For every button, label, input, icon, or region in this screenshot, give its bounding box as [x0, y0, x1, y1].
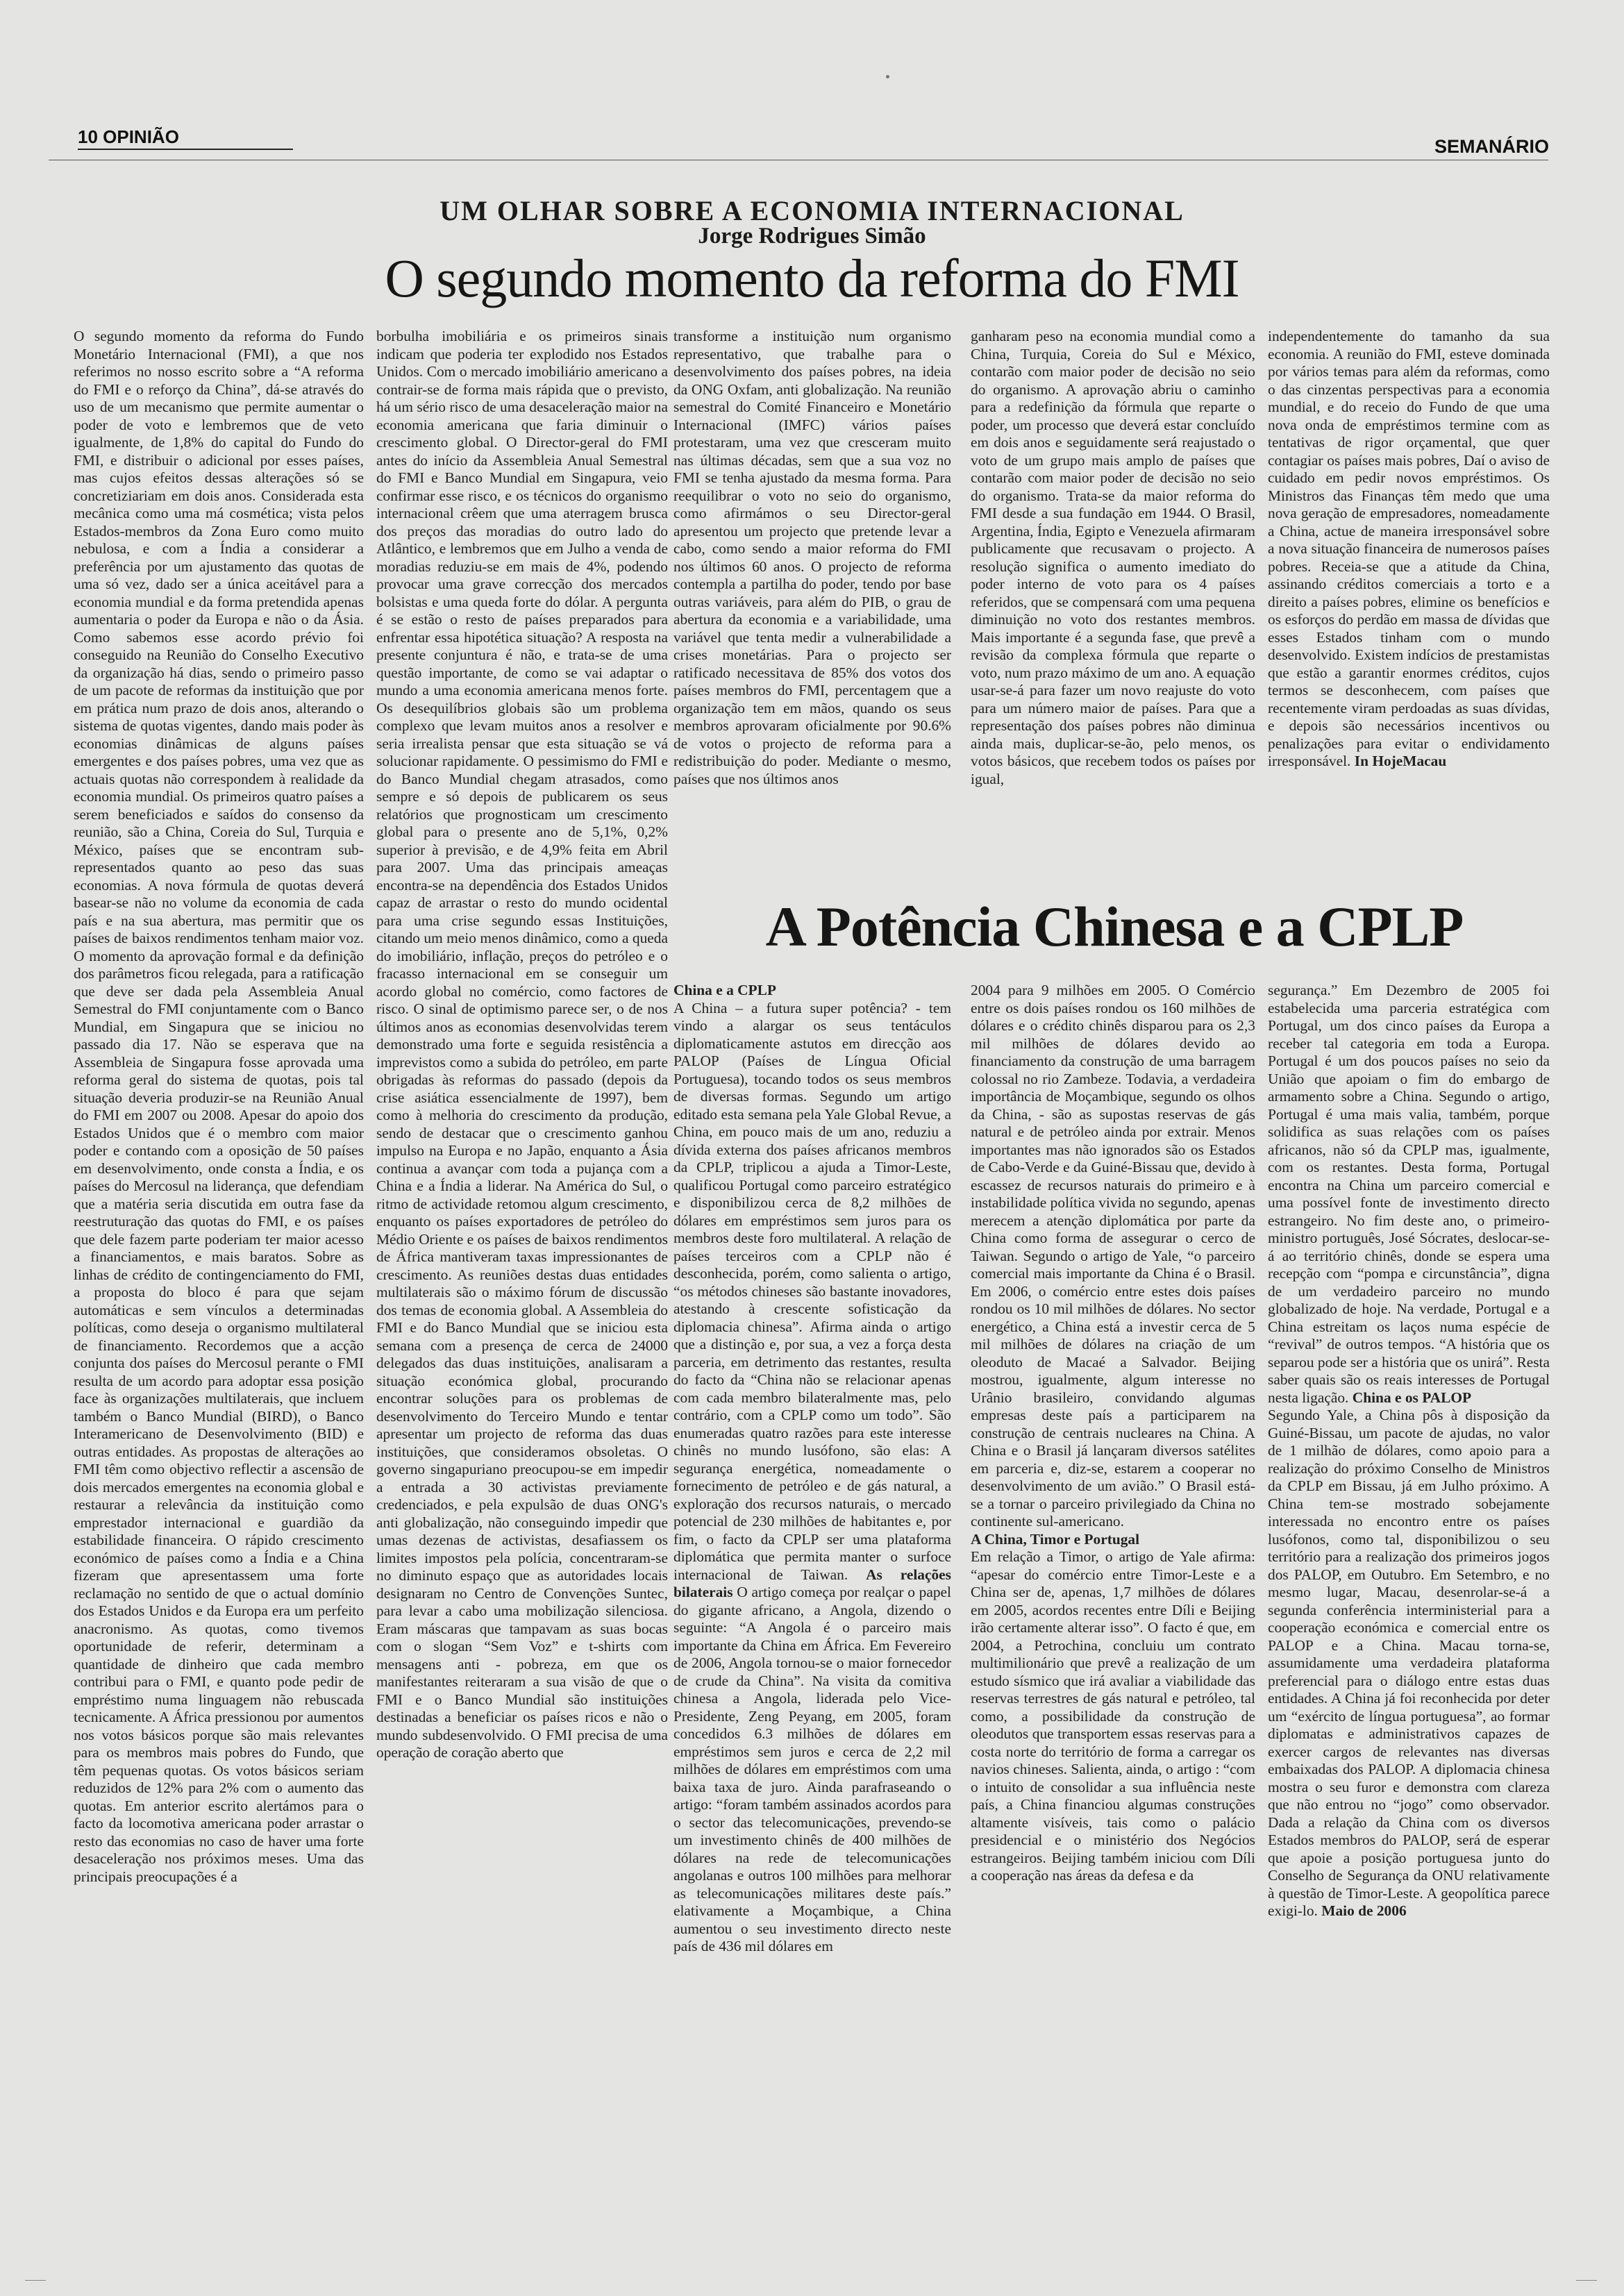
subhead-china-cplp: China e a CPLP [673, 982, 776, 998]
article2-col2-text-b: Em relação a Timor, o artigo de Yale afirma: “apesar do comércio entre Timor-Leste e a China ser de, apenas, 1,7 milhões de dólares em 2005, acordos recentes entre Díli e Beijing irão certamente alterar isso”. O facto é que, em 2004, a Petrochina, concluiu um contrato multimilionário que prevê a realização de um estudo sísmico que irá avaliar a viabilidade das reservas terrestres de gás natural e petróleo, tal como, a possibilidade da construção de oleodutos que transportem essas reservas para a costa norte do território de forma a carregar os navios chineses. Salienta, ainda, o artigo : “com o intuito de consolidar a sua influência neste país, a China financiou algumas construções altamente visíveis, tais como o palácio presidencial e o ministério dos Negócios estrangeiros. Beijing também iniciou com Díli a cooperação nas áreas da defesa e da [971, 1548, 1255, 1884]
subhead-palop: China e os PALOP [1352, 1389, 1472, 1406]
author-byline: Jorge Rodrigues Simão [698, 224, 926, 249]
article1-col5-text: independentemente do tamanho da sua economia. A reunião do FMI, esteve dominada por vários temas para além da reformas, como o das cinzentas perspectivas para a economia mundial, e do receio do Fundo de que uma nova onda de empréstimos termine com as tentativas de rigor orçamental, que quer contagiar os países mais pobres, Daí o aviso de cuidado em pedir novos empréstimos. Os Ministros das Finanças têm medo que uma nova geração de empresadores, nomeadamente a China, actue de maneira irresponsável sobre a nova situação financeira de numerosos países pobres. Receia-se que a atitude da China, assinando créditos comerciais a torto e a direito a países pobres, elimine os benefícios e os esforços do perdão em massa de dívidas que esses Estados tinham com o mundo desenvolvido. Existem indícios de prestamistas que estão a garantir enormes créditos, cujos termos se desconhecem, com países que recentemente viram perdoadas as suas dívidas, e depois são necessários incentivos ou penalizações para evitar o endividamento irresponsável. [1268, 328, 1550, 769]
article2-col2-text: 2004 para 9 milhões em 2005. O Comércio entre os dois países rondou os 160 milhões de dólares e o crédito chinês disparou para os 2,3 mil milhões de dólares devido ao financiamento da construção de uma barragem colossal no rio Zambeze. Todavia, a verdadeira importância de Moçambique, segundo os olhos da China, - são as supostas reservas de gás natural e de petróleo ainda por extrair. Menos importantes mas não ignorados são os Estados de Cabo-Verde e da Guiné-Bissau que, devido à escassez de recursos naturais do primeiro e à instabilidade política vivida no segundo, apenas merecem a atenção diplomática por parte da China como forma de assegurar o cerco de Taiwan. Segundo o artigo de Yale, “o parceiro comercial mais importante da China é o Brasil. Em 2006, o comércio entre estes dois países rondou os 10 mil milhões de dólares. No sector energético, a China está a investir cerca de 5 mil milhões de dólares na criação de um oleoduto de Macaé a Salvador. Beijing mostrou, igualmente, algum interesse no Urânio brasileiro, convidando algumas empresas deste país a participarem na construção de centrais nucleares na China. A China e o Brasil já lançaram diversos satélites em parceria e, diz-se, estarem a cooperar no desenvolvimento de um avião.” O Brasil está-se a tornar o parceiro privilegiado da China no continente sul-americano. [971, 982, 1255, 1530]
article2-signoff: Maio de 2006 [1321, 1902, 1407, 1919]
article1-column-5 [1268, 328, 1550, 897]
article2-column-1 [673, 982, 951, 2273]
article1-column-4 [971, 328, 1255, 897]
article1-col3-text: transforme a instituição num organismo representativo, que trabalhe para o desenvolvimento dos países pobres, na ideia da ONG Oxfam, anti globalização. Na reunião semestral do Comité Financeiro e Monetário Internacional (IMFC) vários países protestaram, uma vez que cresceram muito nas últimas décadas, sem que a sua voz no FMI se tenha ajustado da mesma forma. Para reequilibrar o voto no seio do organismo, como afirmámos o seu Director-geral apresentou um projecto que pretende levar a cabo, como sendo a maior reforma do FMI nos últimos 60 anos. O projecto de reforma contempla a partilha do poder, tendo por base outras variáveis, para além do PIB, o grau de abertura da economia e a variabilidade, uma variável que tenta medir a vulnerabilidade a crises monetárias. Para o projecto ser ratificado necessitava de 85% dos votos dos países membros do FMI, percentagem que a organização tem em mãos, quando os seus membros aprovaram oficialmente por 90.6% de votos o projecto de reforma para a redistribuição do poder. Mediante o mesmo, países que nos últimos anos [673, 328, 951, 787]
article1-column-2 [376, 328, 668, 2272]
article2-col1-text: A China – a futura super potência? - tem vindo a alargar os seus tentáculos diplomaticamente astutos em direcção aos PALOP (Países de Língua Oficial Portuguesa), tocando todos os seus membros de diversas formas. Segundo um artigo editado esta semana pela Yale Global Revue, a China, em pouco mais de um ano, reduziu a dívida externa dos países africanos membros da CPLP, triplicou a ajuda a Timor-Leste, qualificou Portugal como parceiro estratégico e disponibilizou cerca de 8,2 milhões de dólares em empréstimos sem juros para os membros deste foro multilateral. A relação de países terceiros com a CPLP não é desconhecida, porém, como salienta o artigo, “os métodos chineses são bastante inovadores, atestando à crescente sofisticação da diplomacia chinesa”. Afirma ainda o artigo que a distinção e, por sua, a vez a força desta parceria, em detrimento das restantes, resulta do facto da “China não se relacionar apenas com cada membro bilateralmente mas, pelo contrário, com a CPLP como um todo”. São enumeradas quatro razões para este interesse chinês no mundo lusófono, são elas: A segurança energética, nomeadamente o fornecimento de petróleo e de gás natural, a exploração dos recursos naturais, o mercado potencial de 230 milhões de habitantes e, por fim, o facto da CPLP ser uma plataforma diplomática que permita manter o surfoce internacional de Taiwan. [673, 999, 951, 1583]
article2-col3-text: segurança.” Em Dezembro de 2005 foi estabelecida uma parceria estratégica com Portugal, um dos cinco países da Europa a receber tal categoria em toda a Europa. Portugal é um dos poucos países no seio da União que apoiam o fim do embargo de armamento sobre a China. Segundo o artigo, Portugal é uma mais valia, também, porque solidifica as suas relações com os países africanos, não só da CPLP mas, igualmente, com os restantes. Desta forma, Portugal encontra na China um parceiro comercial e uma possível fonte de investimento directo estrangeiro. No fim deste ano, o primeiro-ministro português, José Sócrates, deslocar-se-á ao território chinês, donde se espera uma recepção com “pompa e circunstância”, digna de um verdadeiro parceiro no mundo globalizado de hoje. Na verdade, Portugal e a China estreitam os laços numa espécie de “revival” de outros tempos. “A história que os separou pode ser a história que os unirá”. Resta saber quais são os reais interesses de Portugal nesta ligação. [1268, 982, 1550, 1406]
article1-col1-text: O segundo momento da reforma do Fundo Monetário Internacional (FMI), a que nos referimos no nosso escrito sobre a “A reforma do FMI e o reforço da China”, dá-se através do uso de um mecanismo que permite aumentar o poder de voto e lembremos que de veto igualmente, de 1,8% do capital do Fundo do FMI, e distribuir o adicional por esses países, mas cujos efeitos dessas alterações só se concretiziariam em dois anos. Considerada esta mecânica como uma má cosmética; vista pelos Estados-membros da Zona Euro como muito nebulosa, e com a Índia a considerar a preferência por um ajustamento das quotas de uma só vez, dado ser a única aceitável para a economia mundial e da forma pretendida apenas aumentaria o poder da Europa e não o da Ásia. Como sabemos esse acordo prévio foi conseguido na Reunião do Conselho Executivo da organização há dias, sendo o primeiro passo de um pacote de reformas da instituição que por em prática num prazo de dois anos, alterando o sistema de quotas vigentes, dando mais poder às economias dinâmicas de alguns países emergentes e dos países pobres, uma vez que as actuais quotas não correspondem à realidade da economia mundial. Os primeiros quatro países a serem beneficiados e saídos do consenso da reunião, são a China, Coreia do Sul, Turquia e México, países que se encontram sub-representados quanto ao peso das suas economias. A nova fórmula de quotas deverá basear-se não no volume da economia de cada país e na sua abertura, mas permitir que os países de baixos rendimentos tenham maior voz. O momento da aprovação formal e da definição dos parâmetros ficou relegada, para a ratificação que deve ser dada pela Assembleia Anual Semestral do FMI conjuntamente com o Banco Mundial, em Singapura que se iniciou no passado dia 17. Não se esperava que na Assembleia de Singapura fosse aprovada uma reforma geral do sistema de quotas, pois tal situação deveria produzir-se na Reunião Anual do FMI em 2007 ou 2008. Apesar do apoio dos Estados Unidos que é o membro com maior poder e contando com a oposição de 50 países em desenvolvimento, onde consta a Índia, e os países do Mercosul na liderança, que defendiam que a matéria seria discutida em outra fase da reestruturação das quotas do FMI, e os países que dele fazem parte poderiam ter maior acesso a financiamentos, e mais baratos. Sobre as linhas de crédito de contingenciamento do FMI, a proposta do bloco é para que sejam automáticas e sem vínculos a determinadas políticas, como deseja o organismo multilateral de financiamento. Recordemos que a acção conjunta dos países do Mercosul perante o FMI resulta de um acordo para adoptar essa posição face às organizações multilaterais, que incluem também o Banco Mundial (BIRD), o Banco Interamericano de Desenvolvimento (BID) e outras entidades. As propostas de alterações ao FMI têm como objectivo reflectir a ascensão de dois mercados emergentes na economia global e restaurar a relevância da instituição como emprestador internacional e guardião da estabilidade financeira. O rápido crescimento económico de países como a Índia e a China fizeram que apresentassem uma forte reclamação no sentido de que o actual domínio dos Estados Unidos e da Europa era um perfeito anacronismo. As quotas, como tivemos oportunidade de referir, determinam a quantidade de dinheiro que cada membro contribui para o FMI, e quanto pode pedir de empréstimo numa linguagem não rebuscada tecnicamente. A África pressionou por aumentos nos votos básicos porque são mais relevantes para os membros mais pobres do Fundo, que têm pequenas quotas. Os votos básicos seriam reduzidos de 12% para 2% com o aumento das quotas. Em anterior escrito alertámos para o facto da locomotiva americana poder arrastar o resto das economias no caso de haver uma forte desaceleração nos próximos meses. Uma das principais preocupações é a [74, 328, 364, 1885]
article2-col3-text-b: Segundo Yale, a China pôs à disposição da Guiné-Bissau, um pacote de ajudas, no valor de 1 milhão de dólares, como apoio para a realização do próximo Conselho de Ministros da CPLP em Bissau, já em Julho próximo. A China tem-se mostrado sobejamente interessada no encontro entre os países lusófonos, como tal, disponibilizou o seu território para a realização dos primeiros jogos dos PALOP, em Outubro. Em Setembro, e no mesmo lugar, Macau, desenrolar-se-á a segunda conferência interministerial para a cooperação económica e comercial entre os PALOP e a China. Macau torna-se, assumidamente uma verdadeira plataforma preferencial para o diálogo entre estas duas entidades. A China já foi reconhecida por deter um “exército de língua portuguesa”, ao formar diplomatas e administrativos capazes de exercer cargos de relevantes nas diversas embaixadas dos PALOP. A diplomacia chinesa mostra o seu furor e demonstra com clareza que não entrou no “jogo” como observador. Dada a relação da China com os diversos Estados membros do PALOP, será de esperar que apoie a posição portuguesa junto do Conselho de Segurança da ONU relativamente à questão de Timor-Leste. A geopolítica parece exigi-lo. [1268, 1407, 1550, 1919]
article2-headline: A Potência Chinesa e a CPLP [765, 895, 1464, 958]
article1-column-1 [74, 328, 364, 2272]
article1-col2-text: borbulha imobiliária e os primeiros sinais indicam que poderia ter explodido nos Estados Unidos. Com o mercado imobiliário americano a contrair-se de forma mais rápida que o previsto, há um sério risco de uma desaceleração maior na economia americana que faria diminuir o crescimento global. O Director-geral do FMI antes do início da Assembleia Anual Semestral do FMI e Banco Mundial em Singapura, veio confirmar esse risco, e os técnicos do organismo internacional crêem que uma aterragem brusca dos preços das moradias do outro lado do Atlântico, e lembremos que em Julho a venda de moradias reduziu-se em mais de 4%, podendo provocar uma grave correcção dos mercados bolsistas e uma queda forte do dólar. A pergunta é se estão o resto de países preparados para enfrentar essa hipotética situação? A resposta na presente conjuntura é não, e trata-se de uma questão importante, de como se vai adaptar o mundo a uma economia americana menos forte. Os desequilíbrios globais são um problema complexo que levam muitos anos a resolver e seria irrealista pensar que esta situação se vá solucionar rapidamente. O pessimismo do FMI e do Banco Mundial chegam atrasados, como sempre e só depois de publicarem os seus relatórios que prognosticam um crescimento global para o presente ano de 5,1%, 0,2% superior à previsão, e de 4,9% feita em Abril para 2007. Uma das principais ameaças encontra-se na dependência dos Estados Unidos capaz de arrastar o resto do mundo ocidental para uma crise segundo essas Instituições, citando um meio menos dinâmico, como a queda do imobiliário, inflação, preços do petróleo e o fracasso internacional em se conseguir um acordo global no comércio, como factores de risco. O sinal de optimismo parece ser, o de nos últimos anos as economias desenvolvidas terem demonstrado uma forte e seguida resistência a imprevistos como a subida do petróleo, em parte obrigadas às reformas do passado (depois da crise asiática essencialmente de 1997), bem como à melhoria do crescimento da produção, sendo de destacar que o crescimento ganhou impulso na Europa e no Japão, enquanto a Ásia continua a avançar com toda a pujança com a China e a Índia a liderar. Na América do Sul, o ritmo de actividade retomou algum crescimento, enquanto os países exportadores de petróleo do Médio Oriente e os países de baixos rendimentos de África mantiveram taxas impressionantes de crescimento. As reuniões destas duas entidades multilaterais são o máximo fórum de discussão dos temas de economia global. A Assembleia do FMI e do Banco Mundial que se iniciou esta semana com a presença de cerca de 24000 delegados das duas instituições, analisaram a situação económica global, procurando encontrar soluções para os problemas de desenvolvimento do Terceiro Mundo e tentar apresentar um projecto de reforma das duas instituições, que consideramos obsoletas. O governo singapuriano preocupou-se em impedir a entrada a 30 activistas previamente credenciados, e pela expulsão de duas ONG's anti globalização, não conseguindo impedir que umas dezenas de activistas, desafiassem os limites impostos pela polícia, concentraram-se no diminuto espaço que as autoridades locais designaram no Centro de Convenções Suntec, para levar a cabo uma mobilização silenciosa. Eram máscaras que tampavam as suas bocas com o slogan “Sem Voz” e t-shirts com mensagens anti - pobreza, em que os manifestantes reiteraram a sua visão de que o FMI e o Banco Mundial são instituições destinadas a beneficiar os países ricos e não o mundo subdesenvolvido. O FMI precisa de uma operação de coração aberto que [376, 328, 668, 1761]
masthead: SEMANÁRIO [1434, 136, 1549, 157]
scan-edge-mark-right [1576, 2280, 1597, 2281]
article1-headline: O segundo momento da reforma do FMI [385, 248, 1239, 308]
subhead-bilateral: As relações bilaterais [673, 1566, 951, 1600]
column-kicker: UM OLHAR SOBRE A ECONOMIA INTERNACIONAL [440, 195, 1184, 226]
scan-edge-mark-left [25, 2280, 46, 2281]
subhead-timor-portugal: A China, Timor e Portugal [971, 1530, 1140, 1548]
article2-column-2 [971, 982, 1255, 2273]
scan-speck [886, 75, 889, 78]
folio-rule [78, 149, 293, 150]
article2-column-3 [1268, 982, 1550, 2273]
article1-signoff: In HojeMacau [1354, 753, 1447, 769]
article2-col1-text-b: O artigo começa por realçar o papel do gigante africano, a Angola, dizendo o seguinte: “A Angola é o parceiro mais importante da China em África. Em Fevereiro de 2006, Angola tornou-se o maior fornecedor de crude da China”. Na visita da comitiva chinesa a Angola, liderada pelo Vice-Presidente, Zeng Peyang, em 2005, foram concedidos 6.3 milhões de dólares em empréstimos sem juros e cerca de 2,2 mil milhões de dólares em empréstimos com uma baixa taxa de juro. Ainda parafraseando o artigo: “foram também assinados acordos para o sector das telecomunicações, prevendo-se um investimento chinês de 400 milhões de dólares na rede de telecomunicações angolanas e outros 100 milhões para melhorar as telecomunicações militares deste país.” elativamente a Moçambique, a China aumentou o seu investimento directo neste país de 436 mil dólares em [673, 1584, 951, 1954]
page-folio: 10 OPINIÃO [78, 126, 179, 147]
article1-column-3 [673, 328, 951, 897]
article1-col4-text: ganharam peso na economia mundial como a China, Turquia, Coreia do Sul e México, contarão com maior poder de decisão no seio do organismo. A aprovação abriu o caminho para a redefinição da fórmula que reparte o poder, um processo que deverá estar concluído em dois anos e seguidamente será reajustado o voto de um grupo mais amplo de países que contarão com maior poder de decisão no seio do organismo. Trata-se da maior reforma do FMI desde a sua fundação em 1944. O Brasil, Argentina, Índia, Egipto e Venezuela afirmaram publicamente que recusavam o projecto. A resolução significa o aumento imediato do poder interno de voto para os 4 países referidos, que se compensará com uma pequena diminuição no voto dos restantes membros. Mais importante é a segunda fase, que prevê a revisão da complexa fórmula que reparte o voto, num prazo máximo de um ano. A equação usar-se-á para fazer um novo reajuste do voto para um número maior de países. Para que a representação dos países pobres não diminua ainda mais, duplicar-se-ão, pelo menos, os votos básicos, que recebem todos os países por igual, [971, 328, 1255, 787]
